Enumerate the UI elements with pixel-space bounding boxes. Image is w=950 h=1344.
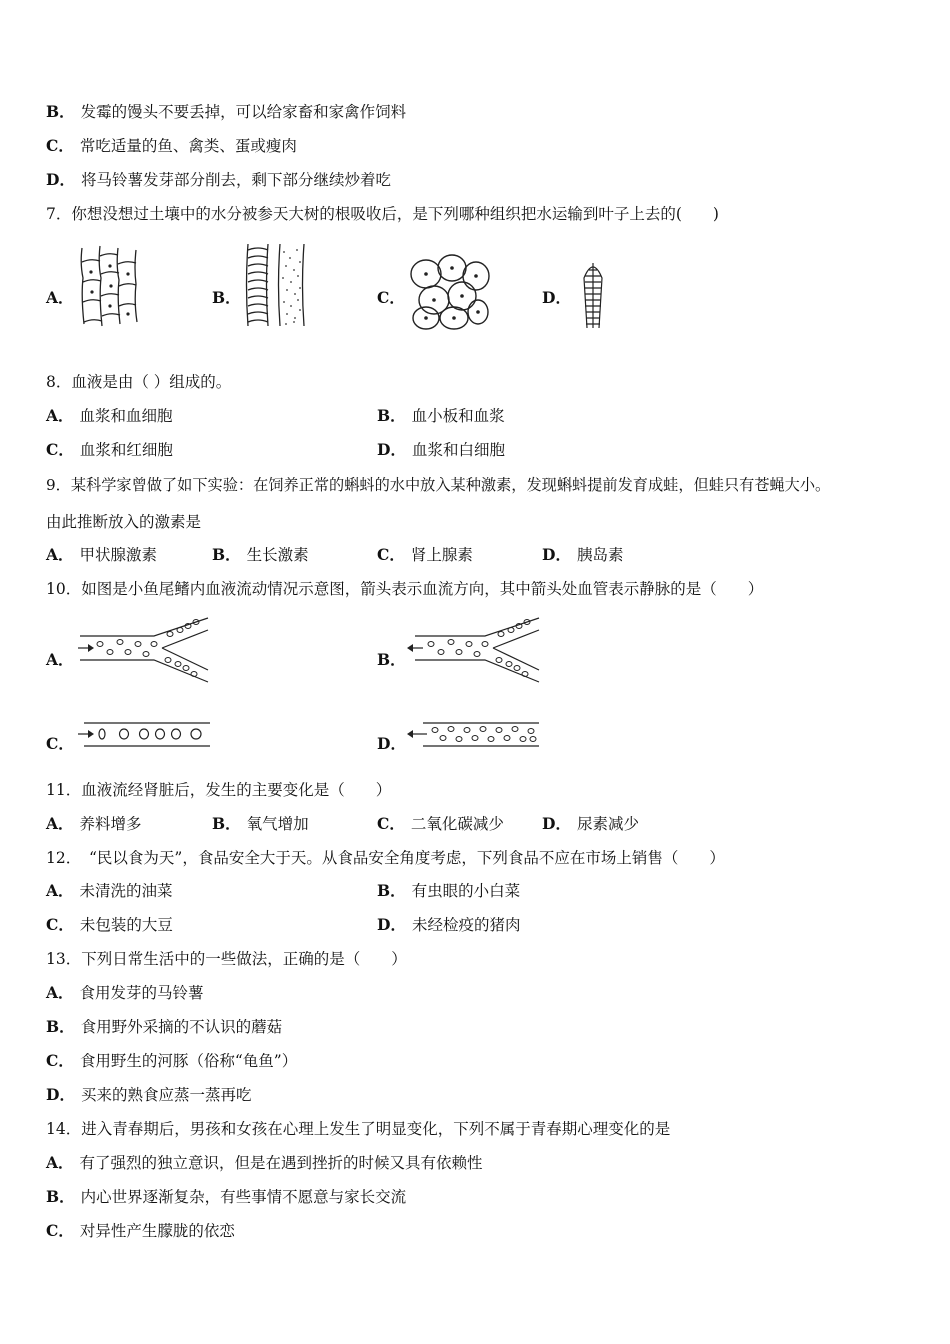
- q7-stem: 7．你想没想过土壤中的水分被参天大树的根吸收后，是下列哪种组织把水运输到叶子上去的( ): [46, 205, 719, 223]
- q12-option-b: B． 有虫眼的小白菜: [377, 881, 521, 900]
- q8-option-c: C． 血浆和红细胞: [46, 440, 173, 459]
- q8-stem: 8．血液是由（ ）组成的。: [46, 373, 232, 391]
- q7-option-c-label: C．: [377, 288, 405, 307]
- q10-option-a-label: A．: [46, 650, 74, 669]
- q9-option-d: D． 胰岛素: [542, 545, 624, 564]
- q12-option-d: D． 未经检疫的猪肉: [377, 915, 521, 934]
- q7-option-c-image: [404, 252, 494, 332]
- q7-option-d-image: [578, 258, 608, 332]
- q13-stem: 13．下列日常生活中的一些做法，正确的是（ ）: [46, 950, 407, 968]
- q6-option-b: B． 发霉的馒头不要丢掉，可以给家畜和家禽作饲料: [46, 102, 407, 121]
- q14-option-c: C． 对异性产生朦胧的依恋: [46, 1221, 235, 1240]
- q10-option-d-label: D．: [377, 734, 406, 753]
- q11-stem: 11．血液流经肾脏后，发生的主要变化是（ ）: [46, 781, 392, 799]
- q10-option-c-label: C．: [46, 734, 74, 753]
- q13-option-a: A． 食用发芽的马铃薯: [46, 983, 204, 1002]
- q13-option-c: C． 食用野生的河豚（俗称“龟鱼”）: [46, 1051, 298, 1070]
- q9-option-a: A． 甲状腺激素: [46, 545, 158, 564]
- q10-option-b-image: [405, 614, 545, 686]
- q9-option-b: B． 生长激素: [212, 545, 309, 564]
- q12-option-a: A． 未清洗的油菜: [46, 881, 173, 900]
- q11-option-d: D． 尿素减少: [542, 814, 639, 833]
- q7-option-b-image: [242, 240, 310, 330]
- q9-option-c: C． 肾上腺素: [377, 545, 473, 564]
- q8-option-d: D． 血浆和白细胞: [377, 440, 505, 459]
- q14-option-b: B． 内心世界逐渐复杂，有些事情不愿意与家长交流: [46, 1187, 407, 1206]
- q8-option-b: B． 血小板和血浆: [377, 406, 505, 425]
- q12-stem: 12． “民以食为天”，食品安全大于天。从食品安全角度考虑，下列食品不应在市场上销售（ ）: [46, 849, 725, 867]
- q10-stem: 10．如图是小鱼尾鳍内血液流动情况示意图，箭头表示血流方向，其中箭头处血管表示静脉的是（ ）: [46, 580, 764, 598]
- q8-option-a: A． 血浆和血细胞: [46, 406, 173, 425]
- q14-stem: 14．进入青春期后，男孩和女孩在心理上发生了明显变化，下列不属于青春期心理变化的是: [46, 1120, 671, 1138]
- q9-stem-line2: 由此推断放入的激素是: [46, 513, 202, 531]
- q7-option-a-label: A．: [46, 288, 74, 307]
- q11-option-c: C． 二氧化碳减少: [377, 814, 504, 833]
- q10-option-b-label: B．: [377, 650, 406, 669]
- q6-option-d: D． 将马铃薯发芽部分削去，剩下部分继续炒着吃: [46, 170, 391, 189]
- q13-option-b: B． 食用野外采摘的不认识的蘑菇: [46, 1017, 283, 1036]
- q7-option-d-label: D．: [542, 288, 571, 307]
- q11-option-b: B． 氧气增加: [212, 814, 309, 833]
- q12-option-c: C． 未包装的大豆: [46, 915, 173, 934]
- q7-option-a-image: [76, 244, 142, 330]
- q13-option-d: D． 买来的熟食应蒸一蒸再吃: [46, 1085, 252, 1104]
- q6-option-c: C． 常吃适量的鱼、禽类、蛋或瘦肉: [46, 136, 297, 155]
- q7-option-b-label: B．: [212, 288, 241, 307]
- q10-option-d-image: [405, 718, 545, 752]
- q9-stem-line1: 9．某科学家曾做了如下实验：在饲养正常的蝌蚪的水中放入某种激素，发现蝌蚪提前发育成蛙，但蛙只有苍蝇大小。: [46, 476, 831, 494]
- q10-option-c-image: [74, 718, 214, 752]
- q10-option-a-image: [74, 614, 214, 686]
- q14-option-a: A． 有了强烈的独立意识，但是在遇到挫折的时候又具有依赖性: [46, 1153, 483, 1172]
- q11-option-a: A． 养料增多: [46, 814, 142, 833]
